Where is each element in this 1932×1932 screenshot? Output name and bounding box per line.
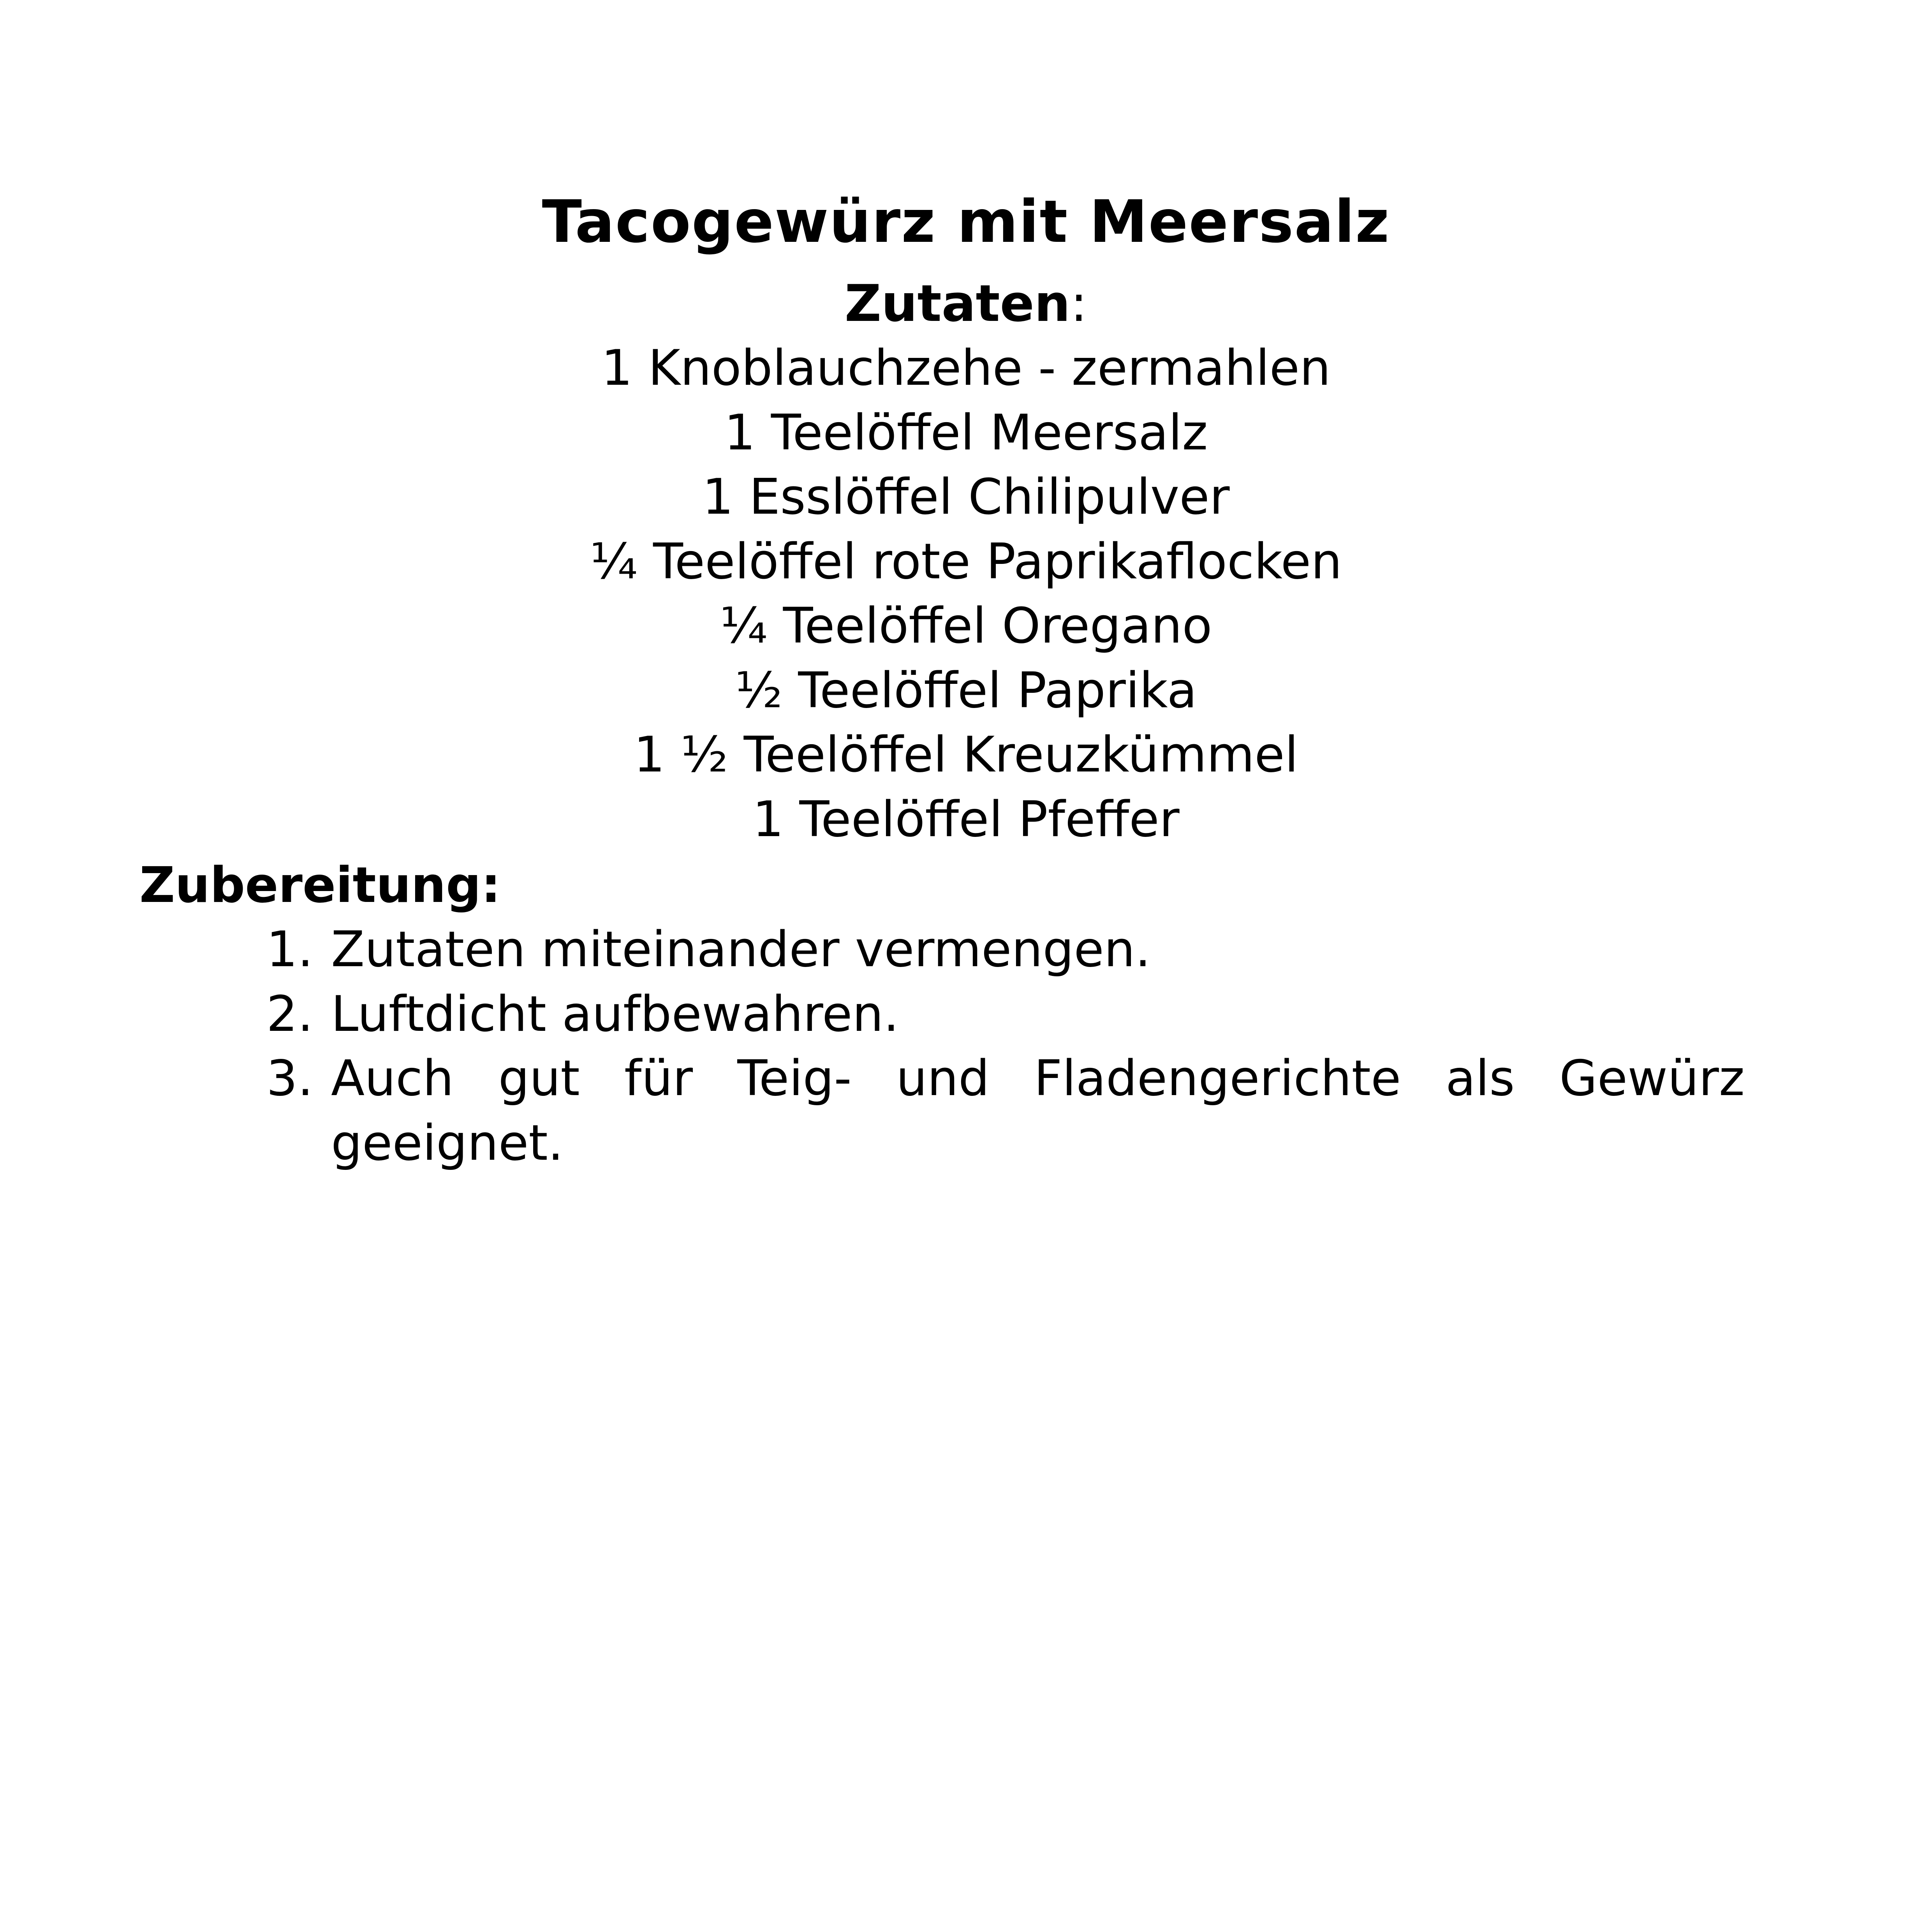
ingredients-list <box>0 336 1932 851</box>
ingredient-item: 1 Teelöffel Meersalz <box>724 403 1208 461</box>
ingredient-item: ¼ Teelöffel rote Paprikaflocken <box>590 532 1342 590</box>
ingredient-item: 1 Esslöffel Chilipulver <box>702 468 1230 525</box>
step-item <box>266 917 1745 982</box>
step-item <box>266 982 1745 1046</box>
ingredient-item: 1 Knoblauchzehe - zermahlen <box>601 339 1331 396</box>
ingredient-item: 1 ½ Teelöffel Kreuzkümmel <box>634 726 1298 783</box>
preparation-steps <box>266 917 1745 1175</box>
step-item <box>266 1046 1745 1175</box>
step-text: Luftdicht aufbewahren. <box>331 985 899 1043</box>
ingredients-colon: : <box>1070 274 1088 333</box>
step-number: 2. <box>266 985 313 1043</box>
ingredient-item: 1 Teelöffel Pfeffer <box>752 790 1180 848</box>
ingredient-item: ½ Teelöffel Paprika <box>735 661 1197 719</box>
step-text: Zutaten miteinander vermengen. <box>331 921 1151 978</box>
ingredients-heading <box>0 271 1932 336</box>
step-text: Auch gut für Teig- und Fladengerichte als Gewürz geeignet. <box>331 1050 1745 1171</box>
ingredient-item: ¼ Teelöffel Oregano <box>720 597 1212 654</box>
ingredients-label: Zutaten <box>844 274 1071 333</box>
preparation-heading: Zubereitung: <box>139 856 501 914</box>
step-number: 1. <box>266 921 313 978</box>
step-number: 3. <box>266 1050 313 1107</box>
recipe-title: Tacogewürz mit Meersalz <box>542 188 1390 256</box>
